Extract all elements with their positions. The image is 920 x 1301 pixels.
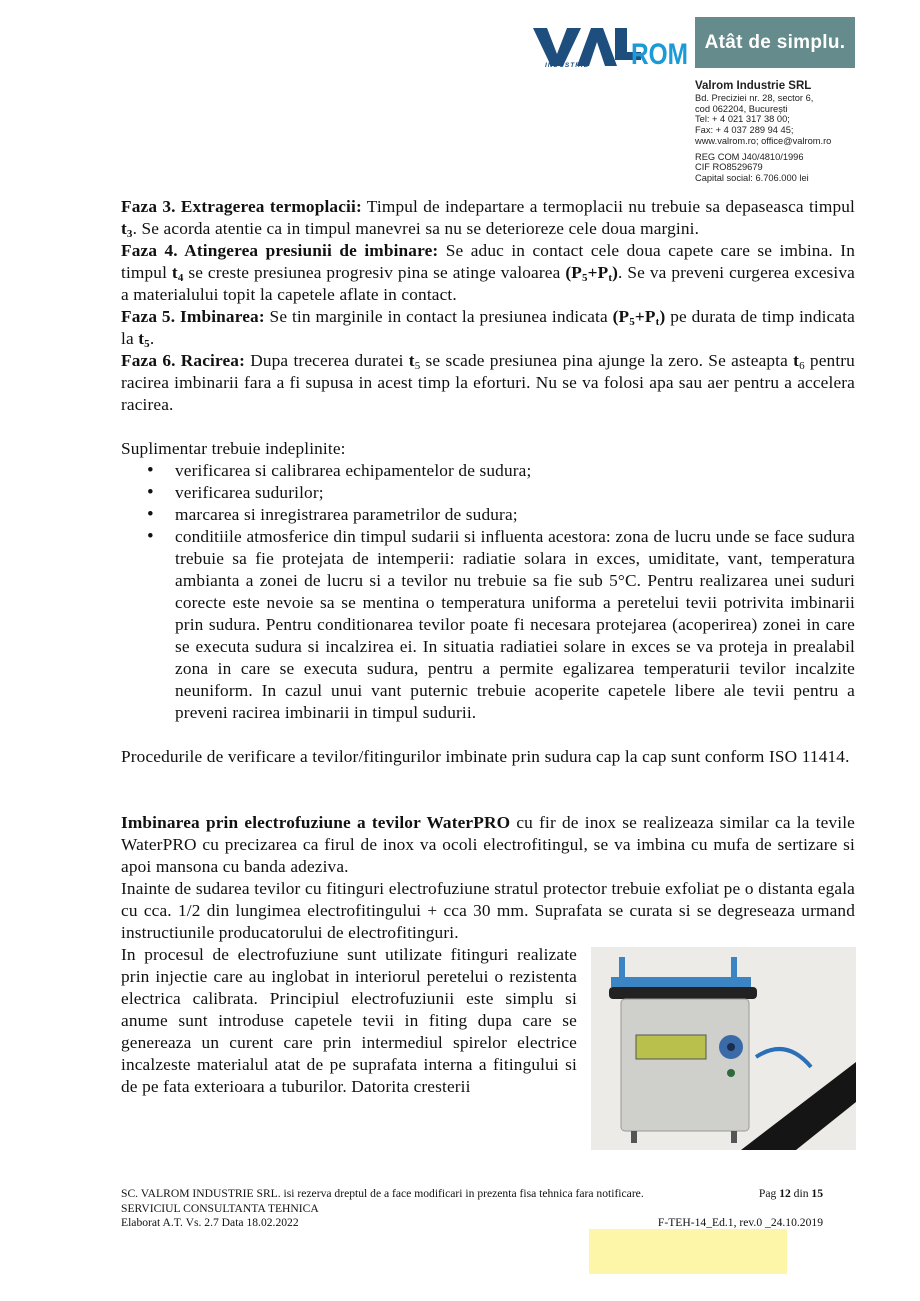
footer-form-code: F-TEH-14_Ed.1, rev.0 _24.10.2019 [657, 1216, 823, 1229]
supplement-list [121, 460, 855, 724]
phase-text: 4 [177, 272, 184, 284]
phase-text: ) [612, 263, 619, 282]
phase-text: (P [565, 263, 582, 282]
phase-text: (P [612, 307, 630, 326]
electrofusion-machine-photo [591, 947, 856, 1150]
phase-text: 5 [144, 338, 150, 350]
phase-paragraph [121, 240, 855, 306]
phase-text: pentru racirea imbinarii fara a fi supusa in acest timp la eforturi. Nu se va folosi apa sau aer pentru a accelera racirea. [121, 351, 855, 414]
phase-text: Timpul de indepartare a termoplacii nu trebuie sa depaseasca timpul [361, 197, 855, 216]
phone: Tel: + 4 021 317 38 00; [695, 114, 790, 125]
phase-text: 3 [126, 228, 133, 240]
footer-elaborated: Elaborat A.T. Vs. 2.7 Data 18.02.2022 [121, 1216, 299, 1229]
page-number: Pag 12 din 15 [758, 1187, 823, 1200]
phase-text: +P [634, 307, 656, 326]
svg-text:INDUSTRIE: INDUSTRIE [545, 62, 590, 69]
electrofusion-paragraph [121, 812, 855, 878]
phase-text: t [138, 329, 145, 348]
registry-line: CIF RO8529679 [695, 162, 763, 173]
phase-text: . Se acorda atentie ca in timpul manevrei sa nu se deterioreze cele doua margini. [132, 219, 700, 238]
valrom-logo [533, 26, 688, 70]
phase-text: +P [587, 263, 609, 282]
phase-title: Faza 4. Atingerea presiunii de imbinare: [121, 241, 439, 260]
phase-text: 5 [629, 316, 635, 328]
slogan-banner: Atât de simplu. [695, 17, 855, 68]
page-footer [121, 1187, 823, 1231]
registry-line: REG COM J40/4810/1996 [695, 151, 804, 162]
list-item: • verificarea si calibrarea echipamentelor de sudura; [175, 460, 855, 482]
web-email[interactable]: www.valrom.ro; office@valrom.ro [695, 135, 832, 146]
phase-text: 5 [581, 272, 588, 284]
phase-text: Se aduc in contact cele doua capete care se imbina. In timpul [121, 241, 855, 282]
phase-text: Dupa trecerea duratei [245, 351, 409, 370]
company-name: Valrom Industrie SRL [695, 80, 812, 92]
phase-text: . [149, 329, 155, 348]
registry-line: Capital social: 6.706.000 lei [695, 172, 809, 183]
electrofusion-title: Imbinarea prin electrofuziune a tevilor WaterPRO [121, 813, 511, 832]
phase-text: pe durata de timp indicata la [121, 307, 855, 348]
list-item: • marcarea si inregistrarea parametrilor de sudura; [175, 504, 855, 526]
procedures-paragraph: Procedurile de verificare a tevilor/fitingurilor imbinate prin sudura cap la cap sunt conform ISO 11414. [121, 747, 850, 766]
address-line: Bd. Preciziei nr. 28, sector 6, [695, 93, 814, 103]
phases-section [121, 196, 855, 416]
footer-disclaimer: SC. VALROM INDUSTRIE SRL. isi rezerva dreptul de a face modificari in prezenta fisa tehnica fara notificare. [121, 1187, 644, 1200]
phase-title: Faza 6. Racirea: [121, 351, 246, 370]
svg-text:ROM: ROM [631, 38, 688, 71]
phase-text: t [608, 272, 613, 284]
electrofusion-text: cu fir de inox se realizeaza similar ca la tevile WaterPRO cu precizarea ca firul de inox va ocoli electrofitingul, se va imbina cu mufa de sertizare si apoi mansona cu banda adeziva. [121, 813, 855, 876]
phase-paragraph [121, 196, 855, 240]
preparation-text: Inainte de sudarea tevilor cu fitinguri electrofuziune stratul protector trebuie exfoliat pe o distanta egala cu cca. 1/2 din lungimea electrofitingului + cca 30 mm. Suprafata se curata si se degreseaza urmand instructiunile producatorului de electrofitinguri. [121, 879, 855, 942]
phase-text: t [655, 316, 660, 328]
footer-department: SERVICIUL CONSULTANTA TEHNICA [121, 1201, 319, 1215]
phase-text: se creste presiunea progresiv pina se atinge valoarea [183, 263, 566, 282]
list-item: • conditiile atmosferice din timpul sudarii si influenta acestora: zona de lucru unde se face sudura trebuie sa fie protejata de intemperii: radiatie solara in exces, umiditate, vant, temperatura ambianta a zonei de lucru si a tevilor nu trebuie sa fie sub 5°C. Pentru realizarea unei suduri corecte este nevoie sa se mentina o temperatura uniforma a peretelui tevii potrivita imbinarii prin sudura. Pentru conditionarea tevilor poate fi necesara protejarea (acoperirea) zonei in care se executa sudura si incalzirea ei. In situatia radiatiei solare in exces se va proteja in prealabil zona in care se executa sudura, pentru a permite egalizarea temperaturii tevilor incalzite neuniform. In cazul unui vant puternic trebuie acoperite capetele libere ale tevii pentru a preveni racirea imbinarii in timpul sudurii. [175, 526, 855, 724]
phase-text: t [171, 263, 178, 282]
phase-title: Faza 3. Extragerea termoplacii: [121, 197, 362, 216]
phase-text: t [408, 351, 415, 370]
phase-title: Faza 5. Imbinarea: [121, 307, 265, 326]
supplement-intro: Suplimentar trebuie indeplinite: [121, 439, 346, 458]
document-body [121, 196, 855, 1150]
list-item: • verificarea sudurilor; [175, 482, 855, 504]
phase-text: . Se va preveni curgerea excesiva a materialului topit la capetele aflate in contact. [121, 263, 855, 304]
phase-text: 5 [414, 360, 421, 372]
address-line: cod 062204, București [695, 103, 788, 114]
phase-text: t [793, 351, 800, 370]
phase-text: se scade presiunea pina ajunge la zero. Se asteapta [420, 351, 794, 370]
highlight-box [589, 1229, 787, 1274]
fax: Fax: + 4 037 289 94 45; [695, 125, 794, 136]
phase-text: 6 [799, 360, 805, 372]
company-info [695, 80, 831, 184]
phase-text: Se tin marginile in contact la presiunea indicata [264, 307, 613, 326]
phase-text: ) [659, 307, 666, 326]
phase-text: t [121, 219, 127, 238]
phase-paragraph [121, 306, 855, 350]
preparation-paragraph [121, 878, 855, 944]
phase-paragraph [121, 350, 855, 416]
process-paragraph: In procesul de electrofuziune sunt utilizate fitinguri realizate prin injectie care au inglobat in interiorul peretelui o rezistenta electrica calibrata. Principiul electrofuziunii este simplu si anume sunt introduse capetele tevii in fiting dupa care se genereaza un curent care prin intermediul spirelor electrice incalzeste materialul atat de pe suprafata interna a fitingului si de pe fata exterioara a tuburilor. Datorita cresterii [121, 945, 577, 1096]
